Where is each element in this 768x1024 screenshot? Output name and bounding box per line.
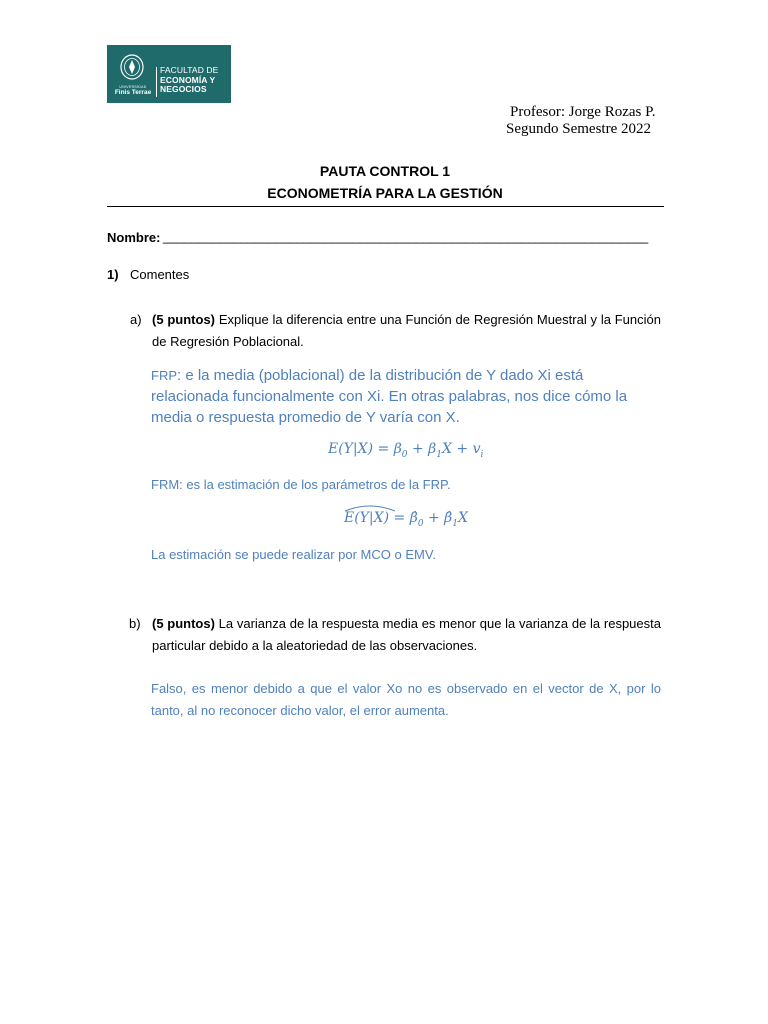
university-line: UNIVERSIDAD <box>119 85 147 89</box>
question-a-prompt: Explique la diferencia entre una Función de Regresión Muestral y la Función de Regresión Poblacional. <box>152 312 661 349</box>
question-a-text <box>152 309 661 353</box>
title-divider <box>107 206 664 207</box>
question-b-answer: Falso, es menor debido a que el valor Xo no es observado en el vector de X, por lo tanto, al no reconocer dicho valor, el error aumenta. <box>151 681 661 718</box>
faculty-line-1: FACULTAD DE <box>160 65 219 75</box>
document-subtitle: ECONOMETRÍA PARA LA GESTIÓN <box>267 185 503 201</box>
faculty-line-2: ECONOMÍA Y <box>160 74 216 85</box>
logo-divider <box>156 67 157 97</box>
question-b-marker: b) <box>129 616 141 631</box>
frp-label: FRP <box>151 368 177 383</box>
semester: Segundo Semestre 2022 <box>506 121 651 137</box>
faculty-line-3: NEGOCIOS <box>160 84 207 94</box>
section-title: Comentes <box>130 267 190 282</box>
frp-answer <box>151 365 661 428</box>
question-b-text <box>152 613 661 657</box>
question-a-points: (5 puntos) <box>152 312 216 327</box>
faculty-logo <box>107 45 231 103</box>
question-a-marker: a) <box>130 312 142 327</box>
question-b-points: (5 puntos) <box>152 616 215 631</box>
frm-answer: FRM: es la estimación de los parámetros de la FRP. <box>151 477 451 492</box>
university-title: Finis Terrae <box>114 89 152 96</box>
professor-name: Profesor: Jorge Rozas P. <box>510 104 656 120</box>
nombre-blank-line: _____________________________________________________________________ <box>163 229 649 244</box>
question-b-prompt: La varianza de la respuesta media es menor que la varianza de la respuesta particular debido a la aleatoriedad de las observaciones. <box>152 616 661 653</box>
section-number: 1) <box>107 267 119 282</box>
estimation-answer: La estimación se puede realizar por MCO o EMV. <box>151 547 436 562</box>
frp-definition: : e la media (poblacional) de la distribución de Y dado Xi está relacionada funcionalmente con Xi. En otras palabras, nos dice cómo la media o respuesta promedio de Y varía con X. <box>151 367 628 426</box>
estimated-expectation: E(Y|X) <box>344 510 389 526</box>
frp-equation: $E(Y|X) = \beta_0 + \beta_1X + v_i$ <box>328 441 484 460</box>
nombre-label: Nombre: <box>107 230 161 245</box>
frm-equation: $E(Y|X) = \betâ_0$ + $\betâ_1X$ <box>344 510 468 529</box>
faculty-name <box>160 66 218 95</box>
document-title: PAUTA CONTROL 1 <box>319 163 451 179</box>
university-name <box>111 85 155 97</box>
hat-accent-icon <box>344 504 396 512</box>
